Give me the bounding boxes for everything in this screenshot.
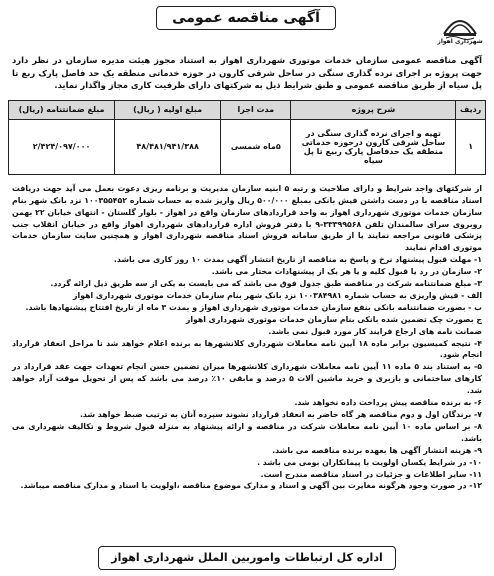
logo-caption: شهرداری اهواز — [437, 38, 483, 45]
table-row — [9, 119, 486, 174]
header-row-number: ردیف — [456, 100, 486, 119]
condition-paragraph: ۹- هزینه انتشار آگهی ها بعهده برنده مناقصه می باشد. — [272, 445, 482, 455]
condition-paragraph: ۱۰- در شرایط یکسان اولویت با پیمانکاران بومی می باشد . — [257, 457, 482, 467]
condition-paragraph: ۸- بر اساس ماده ۱۰ آیین نامه معاملات شرکت در مناقصه و ارائه پیشنهاد به منزله قبول شروط و تکالیف شهرداری می باشد. — [12, 421, 482, 443]
cell-guarantee-amount: ۲/۴۲۴/۰۹۷/۰۰۰ — [9, 119, 115, 174]
publisher-footer: اداره کل ارتباطات واموربین الملل شهرداری اهواز — [98, 546, 396, 570]
cell-duration: ۵ماه شمسی — [221, 119, 291, 174]
condition-paragraph: ب - بصورت ضمانتنامه بانکی بنفع سازمان خدمات موتوری شهرداری اهواز و بمدت ۳ ماه از تاریخ افتتاح پیشنهادها باشد. — [25, 302, 482, 312]
condition-paragraph: ۴- نتیجه کمیسیون برابر ماده ۱۸ آیین نامه معاملات شهرداری کلانشهرها به برنده اعلام خواهد شد تا مراحل انعقاد قرارداد انجام شود. — [12, 338, 482, 360]
header-project-description: شرح پروژه — [291, 100, 456, 119]
condition-paragraph: ضمانت نامه های ارجاع فرایند کار مورد قبول نمی باشد. — [268, 326, 482, 336]
condition-paragraph: ۱۱- سایر اطلاعات و جزئیات در اسناد مناقصه مندرج است. — [260, 469, 482, 479]
condition-paragraph: ۷- برندگان اول و دوم مناقصه هر گاه حاضر به انعقاد قرارداد نشوند سپرده آنان به ترتیب ضبط خواهد شد. — [79, 410, 482, 419]
ahvaz-municipality-emblem-icon — [440, 6, 480, 40]
header-duration: مدت اجرا — [221, 100, 291, 119]
condition-paragraph: ج بصورت چک تضمین شده بانکی بنام سازمان خدمات موتوری شهرداری اهواز — [185, 314, 482, 324]
condition-paragraph: الف - فیش واریزی به حساب شماره ۱۰۰۳۸۴۹۸۱ نزد بانک شهر بنام سازمان خدمات موتوری شهرداری اهواز — [73, 290, 482, 300]
condition-paragraph: ۳- مبلغ ضمانتنامه شرکت در مناقصه طبق جدول فوق می باشد که می بایست به یکی از سه طریق ذیل ارائه گردد. — [50, 279, 482, 289]
table-header-row — [9, 100, 486, 119]
condition-paragraph: از شرکتهای واجد شرایط و دارای صلاحیت و رتبه ۵ ابنیه سازمان مدیریت و برنامه ریزی دعوت بعمل می آید جهت دریافت اسناد مناقصه با در دست داشتن فیش بانکی بمبلغ ۵۰۰/۰۰۰ ریال واریز شده به حساب شماره ۱۰۰۳۵۵۴۵۲ نزد بانک شهر بنام سازمان خدمات موتوری شهرداری اهواز به واحد قراردادهای سازمان واقع در اهواز - بلوار گلستان - انتهای خیابان ۲۲ بهمن روبروی سرای سالمندان تلفن ۳۳۳۹۹۵۶۸-۹ با دفتر فروش اداره قراردادهای شهرداری اهواز واقع در خیابان انقلاب جنب پزشکی قانونی مراجعه نمایند یا از طریق سامانه فروش اسناد مناقصه شهرداری اهواز و همچنین سایت سازمان خدمات موتوری اقدام نمایند — [12, 183, 483, 253]
cell-initial-amount: ۴۸/۴۸۱/۹۴۱/۳۸۸ — [115, 119, 221, 174]
notice-title: آگهی مناقصه عمومی — [156, 6, 336, 30]
header-guarantee-amount: مبلغ ضمانتنامه (ریال) — [9, 100, 115, 119]
condition-paragraph: ۱- مهلت قبول پیشنهاد نرخ و پاسخ به مناقصه از تاریخ انتشار آگهی بمدت ۱۰ روز کاری می باشد. — [113, 255, 482, 265]
tender-items-table — [8, 100, 486, 175]
notice-intro: آگهی مناقصه عمومی سازمان خدمات موتوری شهرداری اهواز به استناد مجوز هیئت مدیره سازمان در نظر دارد جهت پروژه بر اجرای نرده گذاری سنگی در ساحل شرقی کارون در حوزه خدماتی منطقه یک حد فاصل پارک ربع تا پل سیاه از طریق مناقصه عمومی و طبق شرایط ذیل به شرکتهای دارای ظرفیت کاری مجاز واگذار نماید. — [12, 55, 482, 91]
condition-paragraph: ۵- به استناد بند ۵ ماده ۱۱ آیین نامه معاملات شهرداری کلانشهرها میزان تضمین حسن انجام تعهدات جهت عقد قرارداد در کارهای ساختمانی و بازبری و خرید ماشین آلات ۵ درصد و مابقی ۱۰٪ درصد می باشد که پس از تحویل موقت آزاد خواهد شد. — [12, 362, 482, 396]
condition-paragraph: ۲- سازمان در رد یا قبول کلیه و یا هر یک از پیشنهادات مختار می باشد. — [211, 267, 482, 277]
condition-paragraph: ۶- به برنده مناقصه پیش پرداخت داده نخواهد شد. — [294, 398, 482, 408]
notice-conditions — [8, 183, 486, 493]
header-initial-amount: مبلغ اولیه ( ریال) — [115, 100, 221, 119]
condition-paragraph: ۱۲- در صورت وجود هرگونه مغایرت بین آگهی و اسناد و مدارک موضوع مناقصه ،اولویت با اسناد و مدارک مناقصه میباشد. — [20, 481, 482, 491]
notice-header — [8, 4, 486, 48]
cell-project-description: تهیه و اجرای نرده گذاری سنگی در ساحل شرقی کارون درحوزه خدماتی منطقه یک حدفاصل پارک ربیع تا پل سیاه — [291, 119, 456, 174]
cell-row-number: ۱ — [456, 119, 486, 174]
municipality-logo — [436, 6, 484, 50]
